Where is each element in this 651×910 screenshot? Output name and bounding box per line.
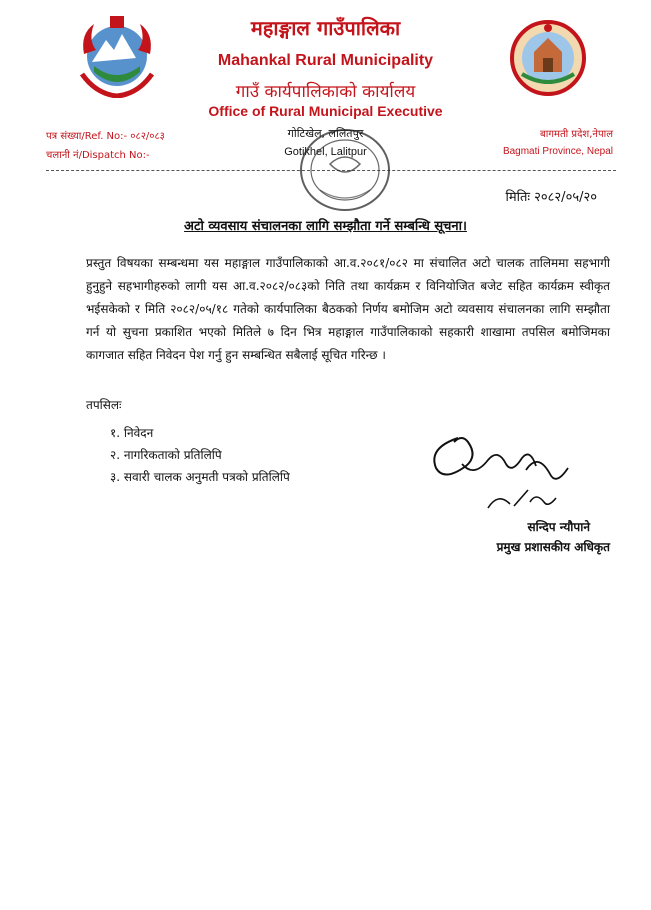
letter-date: मितिः २०८२/०५/२० (505, 190, 597, 205)
list-item: २. नागरिकताको प्रतिलिपि (110, 448, 222, 462)
document-list (110, 422, 290, 488)
province-np: बागमती प्रदेश,नेपाल (540, 129, 613, 140)
tapsil-label: तपसिलः (86, 398, 122, 412)
office-name-en: Office of Rural Municipal Executive (208, 103, 443, 119)
notice-body: प्रस्तुत विषयका सम्बन्धमा यस महाङ्गाल गाउँपालिकाको आ.व.२०८१/०८२ मा संचालित अटो चालक तालिममा सहभागी हुनुहुने सहभागीहरुको लागी यस आ.व.२०८२/०८३को निति तथा कार्यक्रम र विनियोजित बजेट सहित कार्यक्रम स्वीकृत भईसकेको र मिति २०८२/०५/१८ गतेको कार्यपालिका बैठकको निर्णय बमोजिम अटो व्यवसाय संचालनका लागि सम्झौता गर्न यो सुचना प्रकाशित भएको मितिले ७ दिन भित्र महाङ्गाल गाउँपालिकाको सहकारी शाखामा तपसिल बमोजिमका कागजात सहित निवेदन पेश गर्नु हुन सम्बन्धित सबैलाई सूचित गरिन्छ । (86, 256, 610, 362)
reference-number: पत्र संख्या/Ref. No:- ०८२/०८३ (46, 131, 165, 142)
notice-subject: अटो व्यवसाय संचालनका लागि सम्झौता गर्ने सम्बन्धि सूचना। (184, 219, 467, 234)
signer-name: सन्दिप न्यौपाने (527, 520, 590, 534)
place-en: Gotikhel, Lalitpur (284, 146, 367, 158)
office-stamp-icon (290, 120, 400, 220)
municipality-name-en: Mahankal Rural Municipality (217, 52, 434, 69)
office-name-np: गाउँ कार्यपालिकाको कार्यालय (235, 82, 416, 102)
dispatch-number: चलानी नं/Dispatch No:- (46, 150, 150, 161)
place-np: गोटिखेल, ललितपुर (287, 127, 364, 140)
handwritten-signature-icon (418, 408, 618, 518)
province-en: Bagmati Province, Nepal (502, 146, 613, 157)
municipality-name-np: महाङ्गाल गाउँपालिका (250, 16, 401, 40)
list-item: १. निवेदन (110, 426, 154, 440)
list-item: ३. सवारी चालक अनुमती पत्रको प्रतिलिपि (110, 470, 290, 484)
signer-title: प्रमुख प्रशासकीय अधिकृत (496, 540, 610, 554)
